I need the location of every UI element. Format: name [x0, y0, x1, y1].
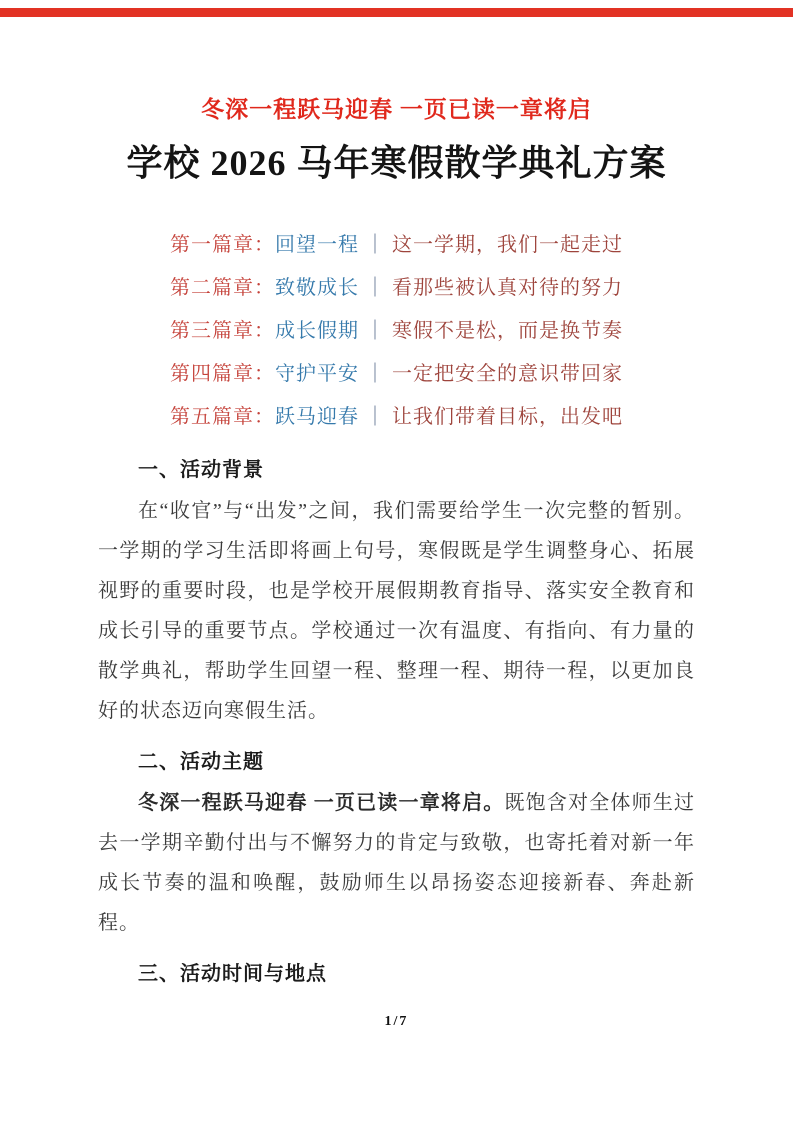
document-body [98, 455, 695, 989]
paragraph-lead: 冬深一程跃马迎春 一页已读一章将启。 [138, 792, 505, 814]
chapter-label: 第五篇章： [170, 406, 275, 428]
chapter-label: 第一篇章： [170, 234, 275, 256]
chapter-name: 成长假期 [275, 320, 359, 342]
section-heading-background: 一、活动背景 [138, 459, 264, 481]
chapter-row [98, 310, 695, 353]
chapter-row [98, 224, 695, 267]
chapter-description: 看那些被认真对待的努力 [392, 277, 623, 299]
chapter-row [98, 267, 695, 310]
chapter-separator: ｜ [365, 320, 386, 342]
chapter-label: 第二篇章： [170, 277, 275, 299]
document-subtitle: 冬深一程跃马迎春 一页已读一章将启 [201, 97, 592, 122]
paragraph-text: 在“收官”与“出发”之间，我们需要给学生一次完整的暂别。一学期的学习生活即将画上句号，寒假既是学生调整身心、拓展视野的重要时段，也是学校开展假期教育指导、落实安全教育和成长引导的重要节点。学校通过一次有温度、有指向、有力量的散学典礼，帮助学生回望一程、整理一程、期待一程，以更加良好的状态迈向寒假生活。 [98, 500, 695, 722]
section-heading-time-place: 三、活动时间与地点 [138, 963, 327, 985]
chapter-separator: ｜ [365, 363, 386, 385]
chapter-row [98, 353, 695, 396]
document-title: 学校 2026 马年寒假散学典礼方案 [126, 143, 667, 183]
chapter-separator: ｜ [365, 406, 386, 428]
chapter-description: 寒假不是松，而是换节奏 [392, 320, 623, 342]
chapter-name: 跃马迎春 [275, 406, 359, 428]
chapter-label: 第四篇章： [170, 363, 275, 385]
page-number: 1/7 [384, 1014, 409, 1029]
chapter-separator: ｜ [365, 277, 386, 299]
paragraph-text: 既饱含对全体师生过去一学期辛勤付出与不懈努力的肯定与致敬，也寄托着对新一年成长节奏的温和唤醒，鼓励师生以昂扬姿态迎接新春、奔赴新程。 [98, 792, 696, 934]
chapter-label: 第三篇章： [170, 320, 275, 342]
chapter-list [98, 224, 695, 439]
chapter-row [98, 396, 695, 439]
section-paragraph [98, 783, 695, 943]
chapter-name: 回望一程 [275, 234, 359, 256]
chapter-separator: ｜ [365, 234, 386, 256]
chapter-description: 一定把安全的意识带回家 [392, 363, 623, 385]
chapter-name: 致敬成长 [275, 277, 359, 299]
section-heading-theme: 二、活动主题 [138, 751, 264, 773]
chapter-description: 这一学期，我们一起走过 [392, 234, 623, 256]
section-paragraph [98, 491, 695, 731]
chapter-description: 让我们带着目标，出发吧 [392, 406, 623, 428]
chapter-name: 守护平安 [275, 363, 359, 385]
